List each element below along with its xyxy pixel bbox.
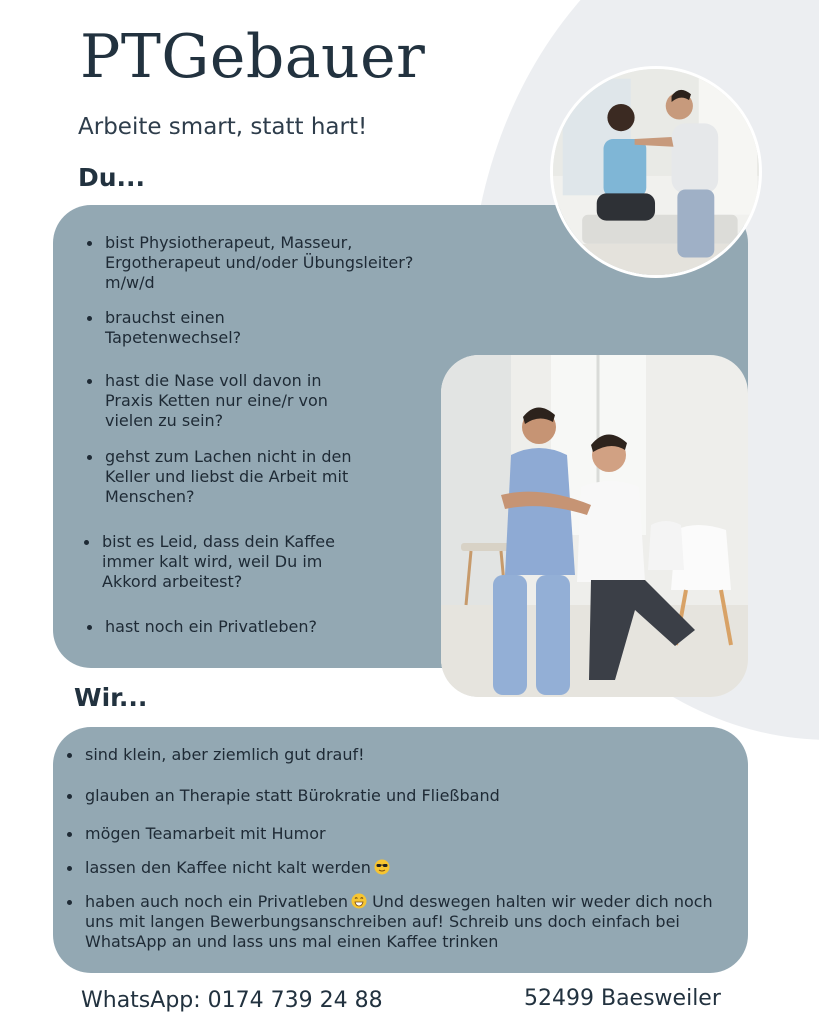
wir-item: mögen Teamarbeit mit Humor (65, 824, 735, 844)
du-item: gehst zum Lachen nicht in den Keller und liebst die Arbeit mit Menschen? (85, 447, 355, 507)
wir-panel (53, 727, 748, 973)
du-heading: Du... (78, 163, 146, 192)
photo-physio-shoulder (550, 66, 762, 278)
wir-item: glauben an Therapie statt Bürokratie und Fließband (65, 786, 735, 806)
du-item: hast die Nase voll davon in Praxis Ketten nur eine/r von vielen zu sein? (85, 371, 365, 431)
sunglasses-emoji-icon (374, 859, 390, 875)
wir-item (65, 858, 735, 878)
wir-item-text: lassen den Kaffee nicht kalt werden (85, 858, 371, 877)
grinning-emoji-icon (351, 893, 367, 909)
du-item: bist Physiotherapeut, Masseur, Ergotherapeut und/oder Übungsleiter? m/w/d (85, 233, 445, 293)
tagline: Arbeite smart, statt hart! (78, 114, 368, 140)
photo-physio-stretch (441, 355, 748, 697)
wir-item: sind klein, aber ziemlich gut drauf! (65, 745, 735, 765)
du-item: brauchst einen Tapetenwechsel? (85, 308, 285, 348)
whatsapp-contact: WhatsApp: 0174 739 24 88 (81, 988, 383, 1013)
wir-item-text: haben auch noch ein Privatleben (85, 892, 348, 911)
wir-item-text-cont: Und deswegen halten wir weder dich noch uns mit langen Bewerbungsanschreiben auf! Schreib uns doch einfach bei WhatsApp an und lass uns mal einen Kaffee trinken (85, 892, 713, 951)
du-item: bist es Leid, dass dein Kaffee immer kalt wird, weil Du im Akkord arbeitest? (82, 532, 377, 592)
page-title: PTGebauer (80, 22, 426, 92)
location-text: 52499 Baesweiler (524, 986, 721, 1011)
du-item: hast noch ein Privatleben? (85, 617, 385, 637)
wir-item (65, 892, 715, 952)
wir-heading: Wir... (74, 683, 148, 712)
